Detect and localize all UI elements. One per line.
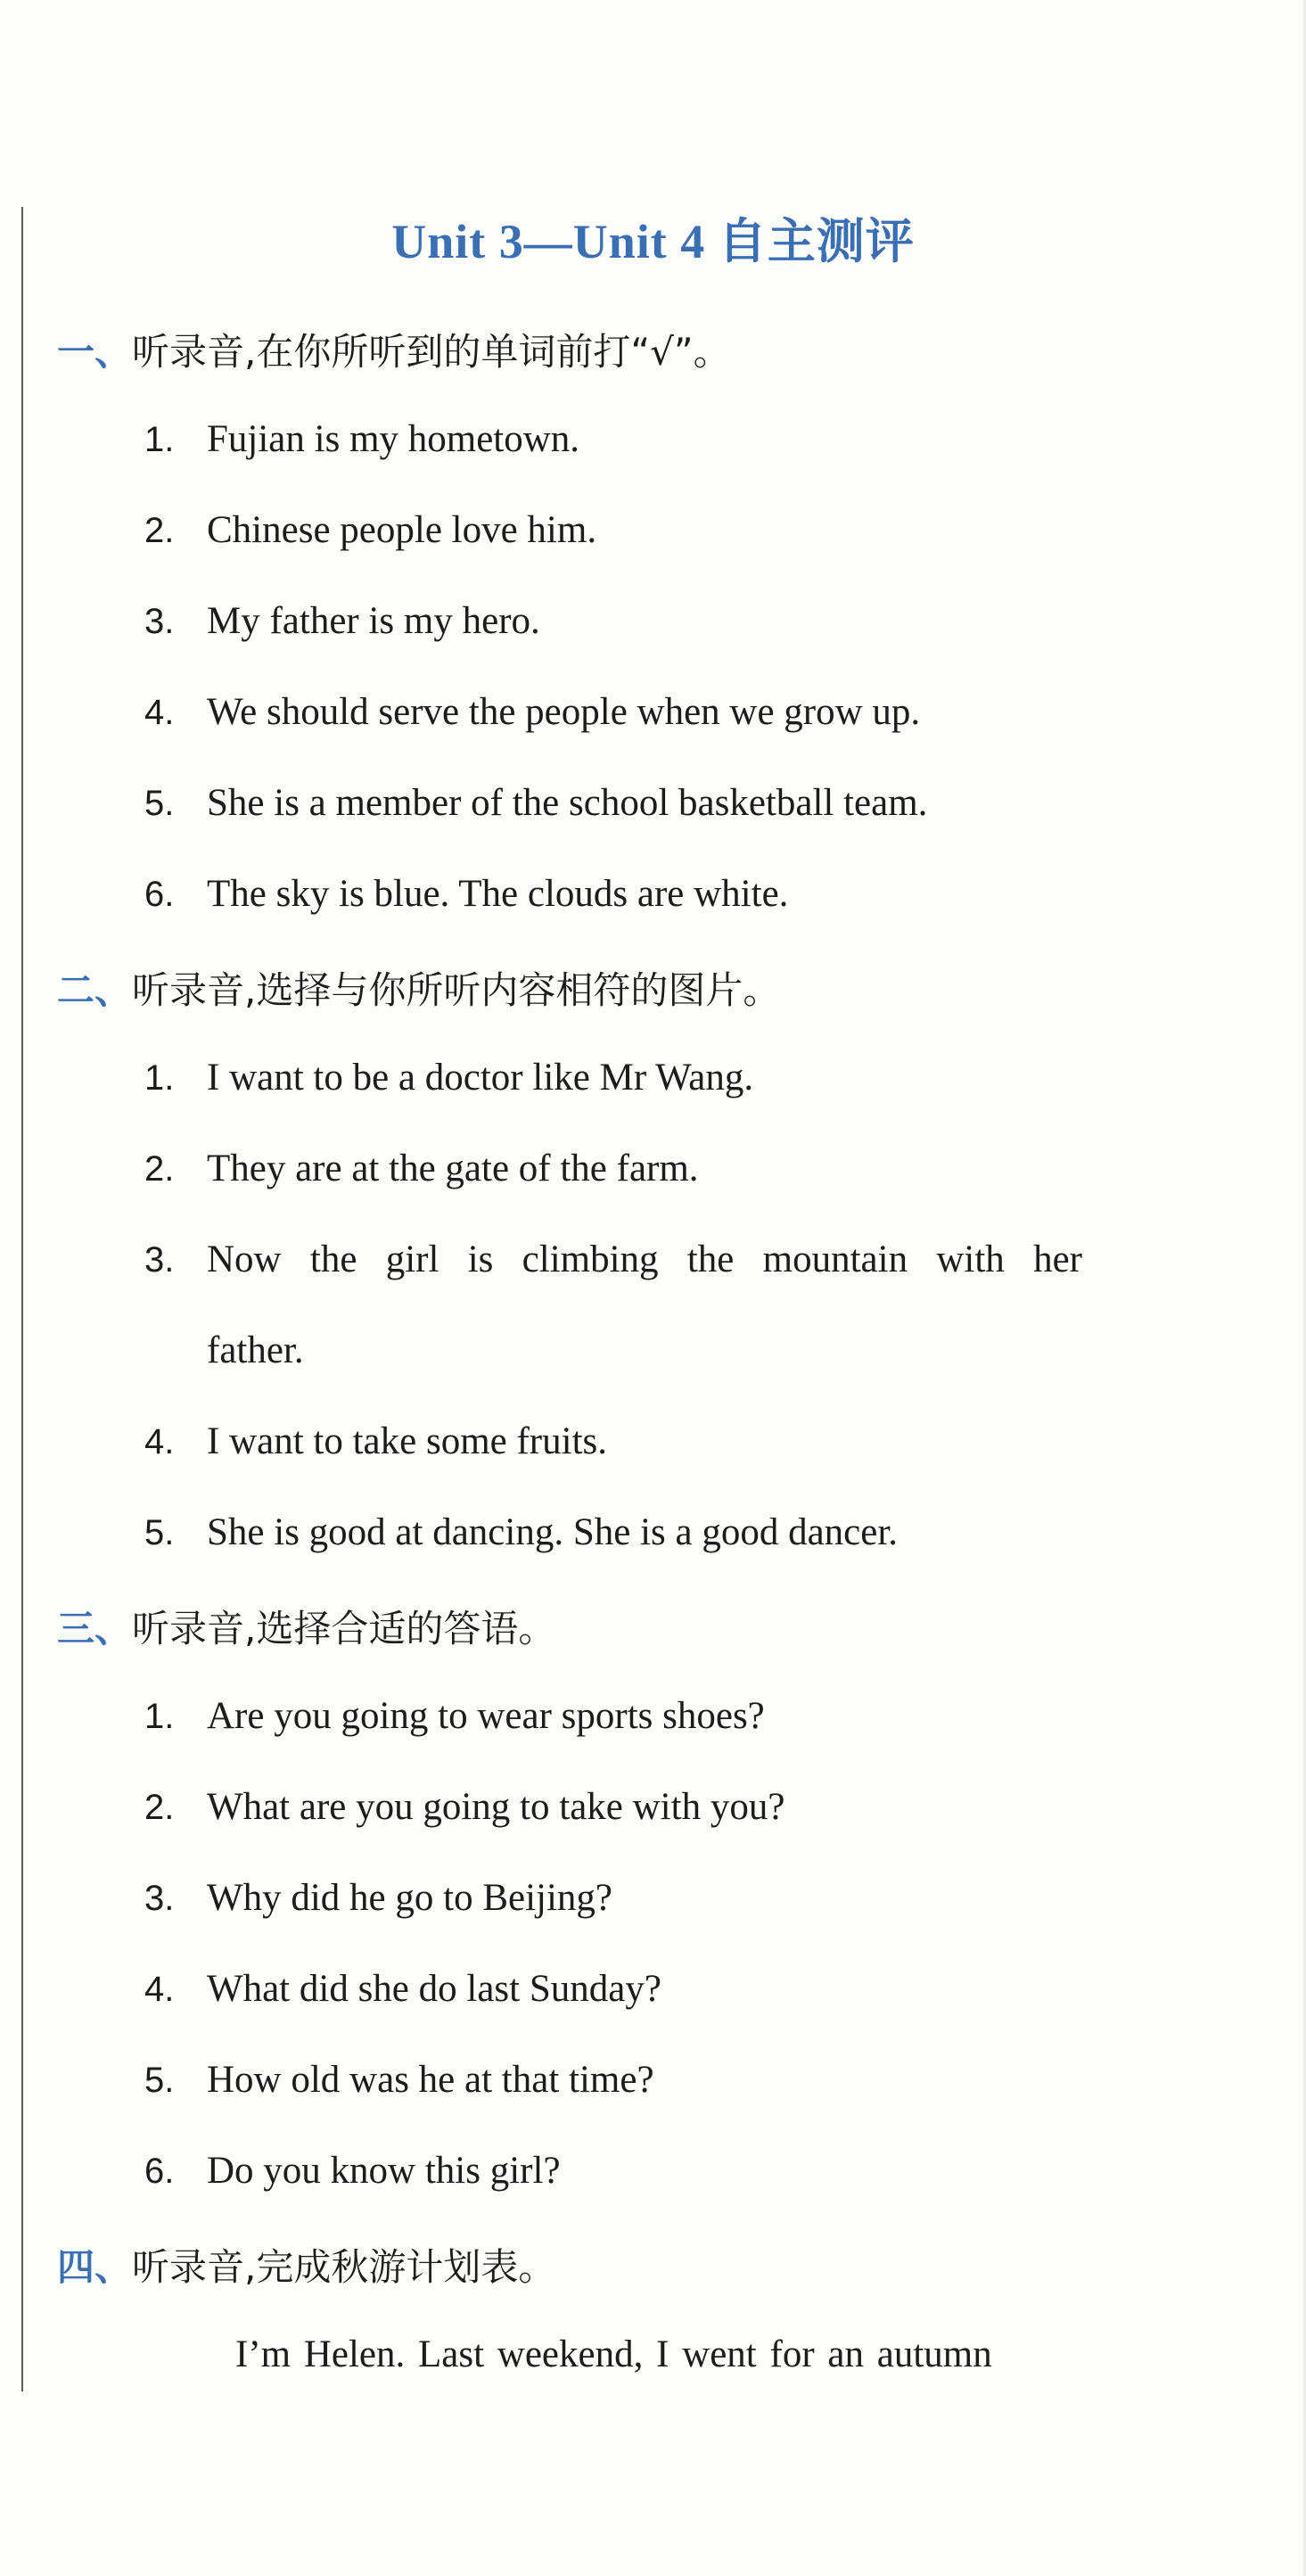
list-item [144,1510,898,1554]
section-3-heading [57,1600,555,1653]
item-text: She is a member of the school basketball team. [207,782,928,824]
section-1-number: 一、 [57,330,133,374]
passage-text: I’m Helen. Last weekend, I went for an autumn [235,2333,992,2375]
list-item [144,1056,753,1099]
section-4-instruction: 听录音,完成秋游计划表。 [132,2245,556,2289]
section-1-instruction: 听录音,在你所听到的单词前打“√”。 [132,330,731,374]
list-item [144,690,920,734]
list-item [144,1147,699,1190]
item-number: 4. [144,693,175,732]
list-item [144,508,596,552]
item-number: 2. [144,1788,175,1827]
item-text: They are at the gate of the farm. [207,1148,699,1189]
item-text: We should serve the people when we grow up. [207,691,921,733]
list-item [144,1420,607,1463]
list-item [144,1876,612,1920]
item-text: Are you going to wear sports shoes? [207,1695,765,1737]
item-text: My father is my hero. [207,600,540,642]
item-text: What are you going to take with you? [207,1786,785,1828]
list-item [144,599,540,643]
item-number: 3. [144,602,175,641]
item-text: I want to take some fruits. [207,1420,608,1462]
item-number: 1. [144,1697,175,1736]
item-number: 3. [144,1879,175,1918]
item-number: 5. [144,784,175,823]
section-2-number: 二、 [57,968,133,1012]
list-item [144,1967,661,2011]
section-3-number: 三、 [57,1607,133,1650]
item-text: Why did he go to Beijing? [207,1877,613,1919]
list-item [144,417,579,461]
section-3-instruction: 听录音,选择合适的答语。 [132,1607,556,1650]
item-number: 4. [144,1422,175,1461]
item-text: How old was he at that time? [207,2059,654,2101]
list-item [144,1238,1082,1281]
item-number: 6. [144,875,175,914]
item-text-continuation: father. [207,1329,304,1371]
item-number: 4. [144,1970,175,2009]
item-text: Chinese people love him. [207,509,597,551]
list-item [144,1694,765,1738]
section-1-heading [57,323,731,376]
item-text: The sky is blue. The clouds are white. [207,873,789,915]
list-item [144,781,927,825]
list-item [144,2058,654,2102]
page-title: Unit 3—Unit 4 自主测评 [391,215,915,268]
item-number: 2. [144,1149,175,1189]
section-4-number: 四、 [57,2245,133,2289]
item-number: 3. [144,1240,175,1280]
section-2-instruction: 听录音,选择与你所听内容相符的图片。 [132,968,781,1012]
item-text: I want to be a doctor like Mr Wang. [207,1057,754,1099]
item-number: 6. [144,2152,175,2191]
item-number: 1. [144,420,175,459]
list-item [144,1785,784,1829]
item-number: 1. [144,1058,175,1098]
section-2-heading [57,961,780,1015]
list-item [144,872,788,916]
item-text: Now the girl is climbing the mountain with her [207,1239,1082,1280]
item-text: She is good at dancing. She is a good dancer. [207,1511,899,1553]
item-text: What did she do last Sunday? [207,1968,661,2010]
item-text: Do you know this girl? [207,2150,561,2192]
list-item [144,2149,561,2193]
item-number: 2. [144,511,175,550]
section-4-heading [57,2238,555,2292]
item-number: 5. [144,2061,175,2100]
item-number: 5. [144,1513,175,1552]
item-text: Fujian is my hometown. [207,418,580,460]
margin-rule [21,207,23,2391]
